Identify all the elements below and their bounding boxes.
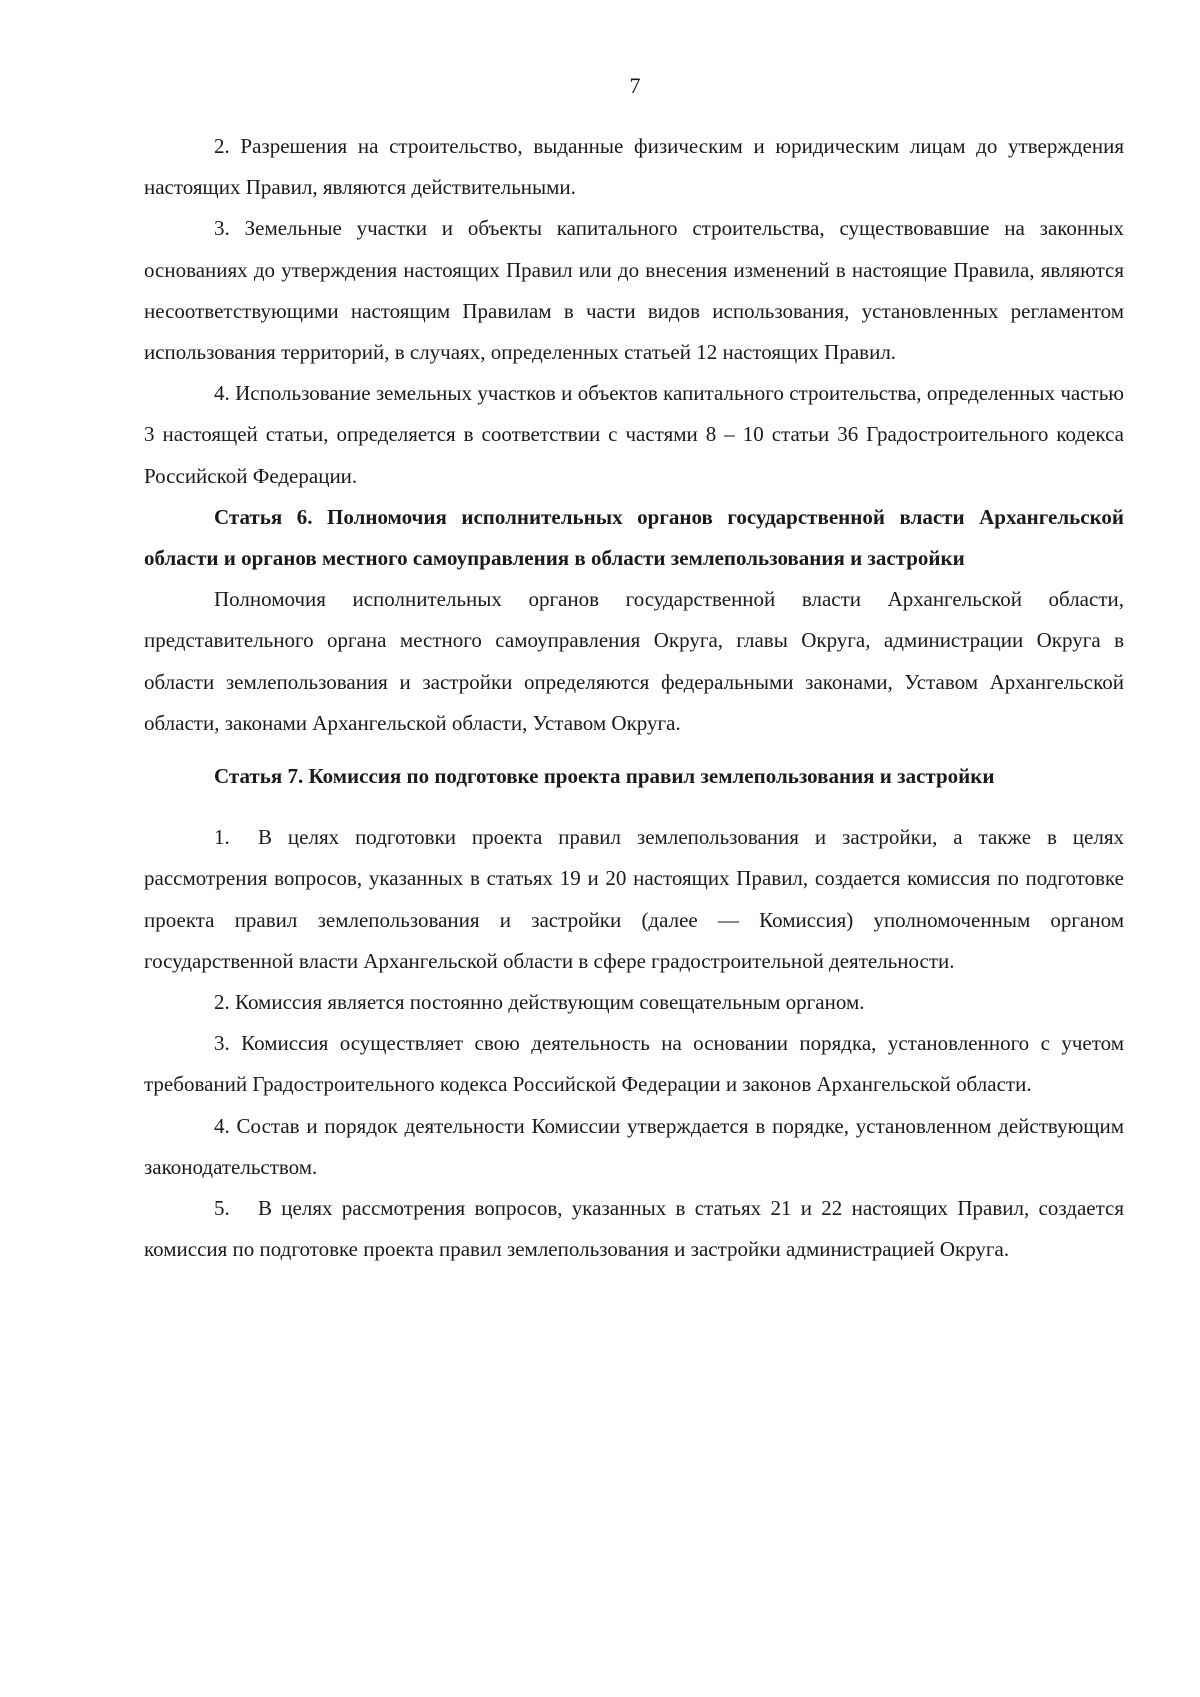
paragraph-4: 4. Использование земельных участков и объектов капитального строительства, определенных частью 3 настоящей статьи, определяется в соответствии с частями 8 – 10 статьи 36 Градостроительного кодекса Российской Федерации.	[144, 381, 1124, 488]
article-6-heading: Статья 6. Полномочия исполнительных органов государственной власти Архангельской области и органов местного самоуправления в области землепользования и застройки	[144, 504, 1124, 571]
article-7-item-4: 4. Состав и порядок деятельности Комиссии утверждается в порядке, установленном действующим законодательством.	[144, 1113, 1124, 1179]
paragraph-2: 2. Разрешения на строительство, выданные физическим и юридическим лицам до утверждения настоящих Правил, являются действительными.	[144, 134, 1124, 200]
page-number: 7	[629, 73, 641, 98]
item-number: 1.	[214, 825, 230, 850]
article-7-item-1	[144, 817, 1124, 982]
item-text: В целях подготовки проекта правил землепользования и застройки, а также в целях рассмотрения вопросов, указанных в статьях 19 и 20 настоящих Правил, создается комиссия по подготовке проекта правил землепользования и застройки (далее — Комиссия) уполномоченным органом государственной власти Архангельской области в сфере градостроительной деятельности.	[144, 825, 1124, 973]
paragraph-3: 3. Земельные участки и объекты капитального строительства, существовавшие на законных основаниях до утверждения настоящих Правил или до внесения изменений в настоящие Правила, являются несоответствующими настоящим Правилам в части видов использования, установленных регламентом использования территорий, в случаях, определенных статьей 12 настоящих Правил.	[144, 216, 1124, 365]
article-7-item-3: 3. Комиссия осуществляет свою деятельность на основании порядка, установленного с учетом требований Градостроительного кодекса Российской Федерации и законов Архангельской области.	[144, 1031, 1124, 1097]
item-text: В целях рассмотрения вопросов, указанных в статьях 21 и 22 настоящих Правил, создается комиссия по подготовке проекта правил землепользования и застройки администрацией Округа.	[144, 1196, 1124, 1262]
article-6-body: Полномочия исполнительных органов государственной власти Архангельской области, представительного органа местного самоуправления Округа, главы Округа, администрации Округа в области землепользования и застройки определяются федеральными законами, Уставом Архангельской области, законами Архангельской области, Уставом Округа.	[144, 587, 1124, 735]
article-7-item-2: 2. Комиссия является постоянно действующим совещательным органом.	[214, 990, 865, 1015]
article-7-item-5	[144, 1188, 1124, 1270]
item-number: 5.	[214, 1196, 230, 1221]
document-body	[144, 126, 1124, 1270]
article-7-heading: Статья 7. Комиссия по подготовке проекта правил землепользования и застройки	[214, 764, 995, 789]
